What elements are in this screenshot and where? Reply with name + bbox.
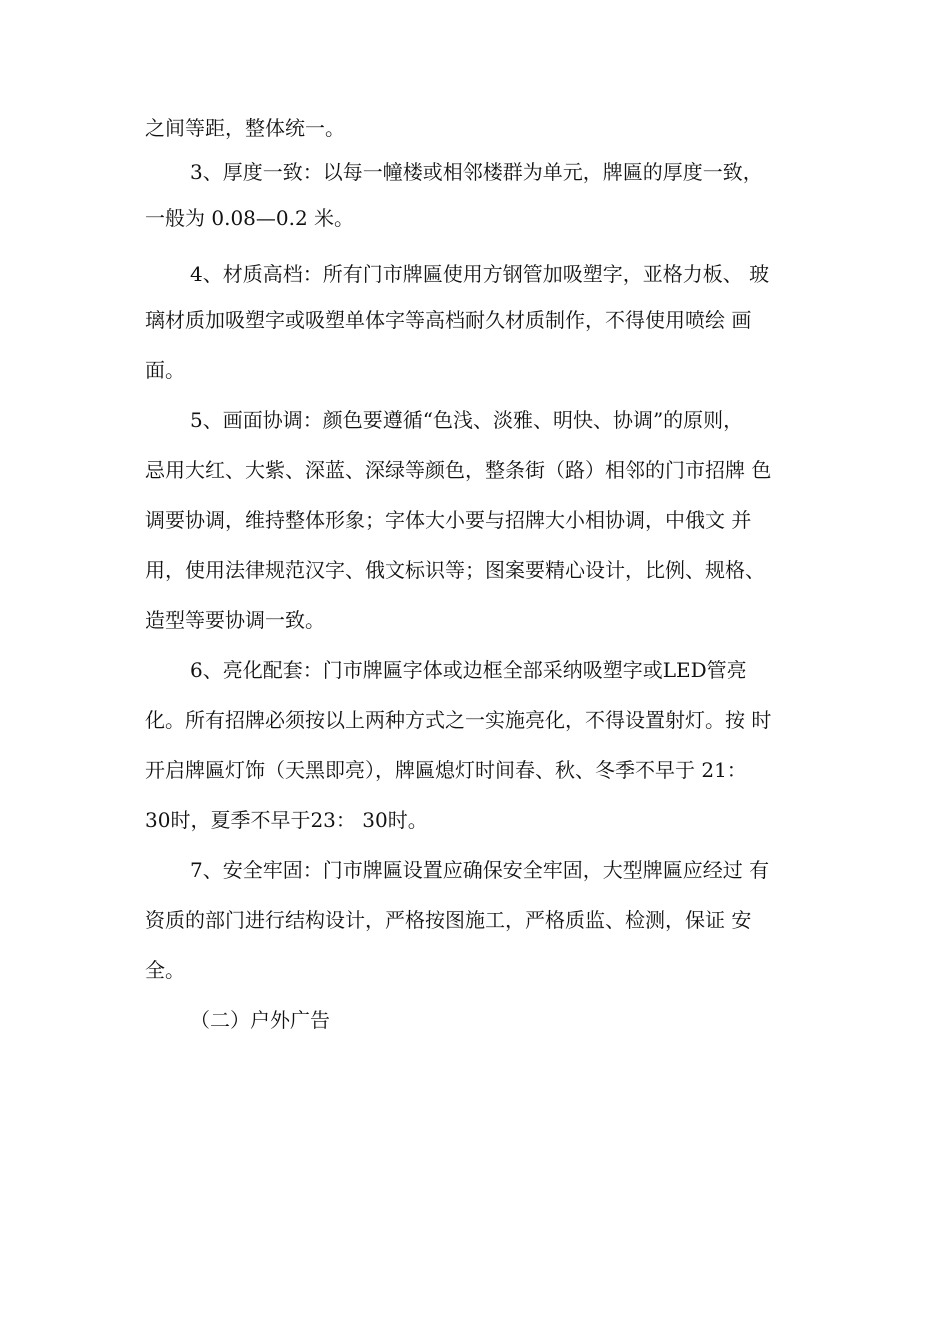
text-line: 用，使用法律规范汉字、俄文标识等；图案要精心设计，比例、规格、 — [145, 558, 765, 582]
text-line: 30时，夏季不早于23： 30时。 — [145, 808, 428, 832]
text-line: 化。所有招牌必须按以上两种方式之一实施亮化，不得设置射灯。按 时 — [145, 708, 772, 732]
text-line: 5、画面协调：颜色要遵循“色浅、淡雅、明快、协调”的原则， — [190, 408, 744, 432]
section-heading: （二）户外广告 — [190, 1008, 330, 1032]
text-line: 之间等距，整体统一。 — [145, 116, 345, 140]
text-line: 6、亮化配套：门市牌匾字体或边框全部采纳吸塑字或LED管亮 — [190, 658, 747, 682]
text-line: 造型等要协调一致。 — [145, 608, 325, 632]
text-line: 4、材质高档：所有门市牌匾使用方钢管加吸塑字，亚格力板、 玻 — [190, 262, 770, 286]
text-line: 璃材质加吸塑字或吸塑单体字等高档耐久材质制作，不得使用喷绘 画 — [145, 308, 752, 332]
text-line: 开启牌匾灯饰（天黑即亮），牌匾熄灯时间春、秋、冬季不早于 21： — [145, 758, 747, 782]
text-line: 忌用大红、大紫、深蓝、深绿等颜色，整条街（路）相邻的门市招牌 色 — [145, 458, 772, 482]
text-line: 全。 — [145, 958, 185, 982]
text-line: 调要协调，维持整体形象；字体大小要与招牌大小相协调，中俄文 并 — [145, 508, 752, 532]
text-line: 资质的部门进行结构设计，严格按图施工，严格质监、检测，保证 安 — [145, 908, 752, 932]
text-line: 面。 — [145, 358, 185, 382]
text-line: 3、厚度一致：以每一幢楼或相邻楼群为单元，牌匾的厚度一致， — [190, 160, 763, 184]
text-line: 一般为 0.08—0.2 米。 — [145, 206, 355, 230]
text-line: 7、安全牢固：门市牌匾设置应确保安全牢固，大型牌匾应经过 有 — [190, 858, 770, 882]
